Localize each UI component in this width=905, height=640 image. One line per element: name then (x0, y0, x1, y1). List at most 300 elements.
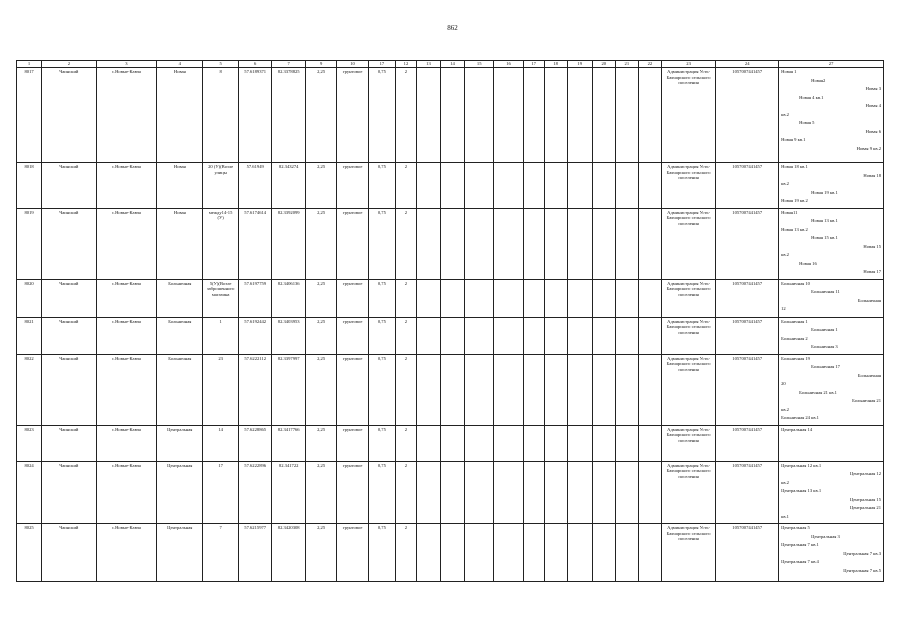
cell-empty (592, 68, 615, 163)
column-number-cell: 14 (440, 61, 464, 68)
cell-id: 8019 (17, 208, 42, 279)
table-row (17, 163, 884, 209)
cell-empty (544, 208, 567, 279)
address-entry: Новая 9 кв.2 (856, 145, 881, 151)
cell-empty (416, 279, 440, 317)
cell-village: с.Новые-Кавча (96, 317, 157, 354)
cell-empty (440, 524, 464, 582)
cell-addresses (779, 317, 884, 354)
cell-empty (638, 524, 661, 582)
cell-area: 2,25 (305, 279, 336, 317)
cell-empty (615, 208, 638, 279)
cell-count: 2 (395, 524, 416, 582)
column-number-cell: 3 (96, 61, 157, 68)
address-entry: Центральная 7 кв.3 (843, 550, 881, 556)
cell-village: с.Новые-Кавча (96, 354, 157, 425)
register-body (17, 61, 884, 582)
cell-empty (523, 354, 544, 425)
cell-empty (416, 208, 440, 279)
cell-empty (615, 524, 638, 582)
cell-empty (638, 208, 661, 279)
cell-empty (567, 461, 592, 524)
cell-admin: Администрация Усть-Бакчарского сельского поселения (661, 317, 715, 354)
cell-street: Центральная (157, 524, 203, 582)
cell-area: 2,25 (305, 208, 336, 279)
address-entry: Новая 1 (781, 69, 797, 74)
cell-village: с.Новые-Кавча (96, 425, 157, 461)
cell-empty (465, 208, 494, 279)
cell-village: с.Новые-Кавча (96, 279, 157, 317)
cell-addresses (779, 524, 884, 582)
cell-vol: 0,75 (368, 208, 395, 279)
cell-area: 2,25 (305, 317, 336, 354)
cell-district: Чаинский (42, 208, 96, 279)
cell-street: Новая (157, 208, 203, 279)
cell-ogrn: 1057007441457 (716, 425, 779, 461)
address-entry: Больничная 17 (811, 364, 840, 369)
address-entry: Новая 5 (799, 120, 815, 125)
cell-lon: 82.3403953 (272, 317, 306, 354)
cell-ogrn: 1057007441457 (716, 279, 779, 317)
address-entry: Больничная 2 (781, 335, 808, 341)
cell-empty (523, 317, 544, 354)
cell-empty (567, 425, 592, 461)
cell-vol: 0,75 (368, 279, 395, 317)
cell-empty (523, 163, 544, 209)
cell-addresses (779, 461, 884, 524)
cell-lat: 57.6189371 (238, 68, 272, 163)
cell-count: 2 (395, 163, 416, 209)
column-number-cell: 24 (716, 61, 779, 68)
cell-lon: 82.3417766 (272, 425, 306, 461)
cell-empty (592, 279, 615, 317)
address-entry: Центральная 3 (811, 533, 840, 539)
page-number: 862 (447, 24, 458, 32)
cell-empty (638, 317, 661, 354)
cell-admin: Администрация Усть-Бакчарского сельского поселения (661, 354, 715, 425)
cell-village: с.Новые-Кавча (96, 208, 157, 279)
address-entry: Новая 9 кв.1 (781, 137, 806, 142)
cell-empty (416, 317, 440, 354)
cell-addresses (779, 279, 884, 317)
address-entry: Центральная 12 кв.1 (781, 462, 822, 468)
cell-empty (465, 68, 494, 163)
cell-district: Чаинский (42, 68, 96, 163)
cell-empty (567, 354, 592, 425)
cell-empty (544, 279, 567, 317)
cell-empty (440, 425, 464, 461)
cell-id: 8017 (17, 68, 42, 163)
cell-type: грунтовое (337, 68, 368, 163)
address-entry: Новая 4 (865, 103, 881, 108)
cell-street: Новая (157, 68, 203, 163)
cell-empty (544, 461, 567, 524)
cell-district: Чаинский (42, 163, 96, 209)
cell-house: 17 (203, 461, 239, 524)
address-entry: Больничная 11 (811, 289, 840, 294)
cell-empty (416, 68, 440, 163)
cell-empty (544, 163, 567, 209)
address-entry: Центральная 14 (781, 426, 813, 432)
address-entry: Больничная 19 (781, 355, 810, 361)
column-number-cell: 17 (368, 61, 395, 68)
cell-ogrn: 1057007441457 (716, 317, 779, 354)
cell-empty (465, 524, 494, 582)
cell-lat: 57.6222112 (238, 354, 272, 425)
address-entry: Новая 4 кв.1 (799, 94, 824, 100)
cell-street: Больничная (157, 354, 203, 425)
address-entry: Больничная 21 (852, 398, 881, 403)
address-entry: Новая 13 кв.1 (811, 218, 838, 223)
cell-empty (416, 461, 440, 524)
address-entry: Больничная (857, 372, 881, 378)
cell-empty (567, 317, 592, 354)
column-number-cell: 10 (337, 61, 368, 68)
cell-empty (638, 279, 661, 317)
cell-empty (494, 461, 523, 524)
cell-empty (544, 425, 567, 461)
address-entry: Больничная 24 кв.1 (781, 415, 819, 420)
cell-empty (494, 208, 523, 279)
cell-empty (615, 317, 638, 354)
cell-street: Больничная (157, 317, 203, 354)
column-number-cell: 23 (661, 61, 715, 68)
cell-admin: Администрация Усть-Бакчарского сельского поселения (661, 279, 715, 317)
address-entry: кв.2 (781, 111, 789, 117)
cell-empty (416, 354, 440, 425)
cell-area: 2,25 (305, 354, 336, 425)
cell-house: 1 (203, 317, 239, 354)
cell-empty (592, 425, 615, 461)
cell-empty (544, 317, 567, 354)
cell-empty (465, 354, 494, 425)
address-entry: Новая 18 кв.1 (781, 164, 808, 169)
cell-admin: Администрация Усть-Бакчарского сельского поселения (661, 208, 715, 279)
cell-village: с.Новые-Кавча (96, 461, 157, 524)
column-number-cell: 9 (305, 61, 336, 68)
cell-admin: Администрация Усть-Бакчарского сельского поселения (661, 524, 715, 582)
address-entry: кв.2 (781, 479, 789, 485)
address-entry: Новая 13 кв.2 (781, 226, 808, 232)
cell-empty (592, 524, 615, 582)
cell-empty (494, 354, 523, 425)
cell-empty (465, 317, 494, 354)
address-entry: Больничная 1 (781, 318, 808, 324)
table-row (17, 68, 884, 163)
cell-street: Новая (157, 163, 203, 209)
column-number-cell: 2 (42, 61, 96, 68)
address-entry: 12 (781, 306, 786, 311)
cell-empty (465, 461, 494, 524)
column-number-cell: 13 (416, 61, 440, 68)
column-number-cell: 18 (544, 61, 567, 68)
cell-id: 8023 (17, 425, 42, 461)
cell-empty (567, 68, 592, 163)
address-entry: Новая 16 (799, 260, 817, 266)
cell-village: с.Новые-Кавча (96, 163, 157, 209)
cell-id: 8020 (17, 279, 42, 317)
cell-count: 2 (395, 208, 416, 279)
cell-count: 2 (395, 354, 416, 425)
cell-empty (523, 208, 544, 279)
cell-type: грунтовое (337, 354, 368, 425)
address-entry: кв.2 (781, 406, 789, 412)
cell-type: грунтовое (337, 317, 368, 354)
address-entry: Новая 3 (865, 86, 881, 91)
cell-empty (638, 425, 661, 461)
cell-lat: 57.6228865 (238, 425, 272, 461)
address-entry: кв.2 (781, 252, 789, 257)
cell-addresses (779, 425, 884, 461)
cell-empty (615, 461, 638, 524)
cell-house: 20 (У)(Возле улицы (203, 163, 239, 209)
address-entry: Центральная 5 (781, 525, 810, 530)
cell-lon: 82.3420308 (272, 524, 306, 582)
cell-empty (523, 461, 544, 524)
cell-empty (523, 68, 544, 163)
column-number-cell: 4 (157, 61, 203, 68)
cell-vol: 0,75 (368, 68, 395, 163)
cell-empty (592, 208, 615, 279)
cell-vol: 0,75 (368, 425, 395, 461)
cell-empty (440, 461, 464, 524)
cell-empty (416, 524, 440, 582)
cell-count: 2 (395, 317, 416, 354)
address-entry: Новая 6 (865, 128, 881, 134)
cell-lon: 82.341722 (272, 461, 306, 524)
address-entry: Больничная 1 (811, 327, 838, 332)
cell-lon: 82.343274 (272, 163, 306, 209)
address-entry: Больничная (857, 297, 881, 303)
cell-street: Больничная (157, 279, 203, 317)
cell-empty (440, 354, 464, 425)
table-row (17, 208, 884, 279)
cell-empty (544, 524, 567, 582)
cell-district: Чаинский (42, 524, 96, 582)
cell-empty (465, 425, 494, 461)
table-row (17, 354, 884, 425)
column-number-cell: 27 (779, 61, 884, 68)
cell-house: 14 (203, 425, 239, 461)
cell-district: Чаинский (42, 425, 96, 461)
cell-addresses (779, 208, 884, 279)
column-number-cell: 17 (523, 61, 544, 68)
cell-empty (440, 208, 464, 279)
cell-empty (615, 279, 638, 317)
cell-type: грунтовое (337, 279, 368, 317)
address-entry: Новая 18 (863, 172, 881, 178)
cell-empty (615, 163, 638, 209)
cell-lon: 82.3392099 (272, 208, 306, 279)
cell-ogrn: 1057007441457 (716, 208, 779, 279)
table-row (17, 524, 884, 582)
cell-area: 2,25 (305, 163, 336, 209)
cell-admin: Администрация Усть-Бакчарского сельского поселения (661, 163, 715, 209)
cell-type: грунтовое (337, 461, 368, 524)
column-number-cell: 21 (615, 61, 638, 68)
cell-house: 5(У)(Возле заброшенного магазина (203, 279, 239, 317)
address-entry: кв.2 (781, 181, 789, 186)
cell-village: с.Новые-Кавча (96, 524, 157, 582)
column-number-row (17, 61, 884, 68)
cell-id: 8018 (17, 163, 42, 209)
cell-house: 7 (203, 524, 239, 582)
address-entry: Новая 15 (863, 243, 881, 249)
cell-lat: 57.6215977 (238, 524, 272, 582)
cell-empty (523, 279, 544, 317)
cell-area: 2,25 (305, 524, 336, 582)
cell-house: 8 (203, 68, 239, 163)
cell-addresses (779, 354, 884, 425)
register-table (16, 60, 884, 582)
cell-addresses (779, 163, 884, 209)
cell-lat: 57.6197759 (238, 279, 272, 317)
address-entry: Центральная 13 кв.1 (781, 488, 822, 493)
cell-count: 2 (395, 68, 416, 163)
cell-empty (615, 425, 638, 461)
table-row (17, 279, 884, 317)
cell-count: 2 (395, 461, 416, 524)
cell-vol: 0,75 (368, 163, 395, 209)
cell-district: Чаинский (42, 279, 96, 317)
column-number-cell: 19 (567, 61, 592, 68)
column-number-cell: 22 (638, 61, 661, 68)
cell-vol: 0,75 (368, 524, 395, 582)
cell-type: грунтовое (337, 425, 368, 461)
address-entry: Центральная 12 (850, 471, 881, 476)
address-entry: Новая 15 кв.1 (811, 235, 838, 240)
cell-empty (494, 279, 523, 317)
cell-district: Чаинский (42, 317, 96, 354)
cell-empty (440, 163, 464, 209)
cell-count: 2 (395, 425, 416, 461)
address-entry: кв.1 (781, 513, 789, 519)
cell-empty (416, 163, 440, 209)
cell-ogrn: 1057007441457 (716, 354, 779, 425)
cell-empty (567, 279, 592, 317)
column-number-cell: 15 (465, 61, 494, 68)
address-entry: Центральная 15 (850, 496, 881, 502)
cell-empty (416, 425, 440, 461)
cell-lon: 82.3406136 (272, 279, 306, 317)
column-number-cell: 20 (592, 61, 615, 68)
cell-empty (494, 524, 523, 582)
address-entry: Новая 17 (863, 269, 881, 274)
cell-count: 2 (395, 279, 416, 317)
address-entry: Новая 19 кв.1 (811, 189, 838, 195)
column-number-cell: 7 (272, 61, 306, 68)
cell-empty (523, 425, 544, 461)
address-entry: 20 (781, 381, 786, 386)
cell-lon: 82.3397997 (272, 354, 306, 425)
address-entry: Центральная 7 кв.4 (781, 559, 819, 564)
address-entry: Центральная 7 кв.1 (781, 542, 819, 547)
cell-vol: 0,75 (368, 317, 395, 354)
cell-empty (494, 425, 523, 461)
cell-empty (615, 68, 638, 163)
address-entry: Новая 19 кв.2 (781, 198, 808, 203)
cell-empty (494, 68, 523, 163)
cell-area: 2,25 (305, 425, 336, 461)
cell-admin: Администрация Усть-Бакчарского сельского поселения (661, 461, 715, 524)
cell-empty (440, 68, 464, 163)
column-number-cell: 16 (494, 61, 523, 68)
cell-ogrn: 1057007441457 (716, 461, 779, 524)
cell-vol: 0,75 (368, 354, 395, 425)
table-row (17, 461, 884, 524)
cell-ogrn: 1057007441457 (716, 68, 779, 163)
cell-empty (638, 163, 661, 209)
cell-empty (592, 163, 615, 209)
column-number-cell: 1 (17, 61, 42, 68)
cell-street: Центральная (157, 425, 203, 461)
table-row (17, 317, 884, 354)
cell-empty (592, 354, 615, 425)
cell-id: 8024 (17, 461, 42, 524)
cell-empty (592, 461, 615, 524)
address-entry: Больничная 3 (811, 344, 838, 349)
cell-empty (592, 317, 615, 354)
cell-id: 8022 (17, 354, 42, 425)
cell-street: Центральная (157, 461, 203, 524)
cell-empty (567, 524, 592, 582)
cell-village: с.Новые-Кавча (96, 68, 157, 163)
cell-area: 2,25 (305, 68, 336, 163)
cell-id: 8025 (17, 524, 42, 582)
cell-empty (465, 279, 494, 317)
cell-lat: 57.6174614 (238, 208, 272, 279)
cell-lon: 82.3378825 (272, 68, 306, 163)
cell-lat: 57.6222896 (238, 461, 272, 524)
cell-lat: 57.6192442 (238, 317, 272, 354)
cell-empty (494, 317, 523, 354)
address-entry: Центральная 7 кв.5 (843, 567, 881, 573)
cell-empty (544, 354, 567, 425)
cell-type: грунтовое (337, 163, 368, 209)
cell-house: 23 (203, 354, 239, 425)
address-entry: Больничная 10 (781, 280, 810, 286)
cell-admin: Администрация Усть-Бакчарского сельского поселения (661, 425, 715, 461)
cell-house: между14-15 (У) (203, 208, 239, 279)
cell-addresses (779, 68, 884, 163)
cell-lat: 57.61949 (238, 163, 272, 209)
address-entry: Центральная 21 (850, 505, 881, 510)
cell-empty (440, 317, 464, 354)
cell-empty (638, 68, 661, 163)
cell-empty (494, 163, 523, 209)
cell-ogrn: 1057007441457 (716, 524, 779, 582)
cell-vol: 0,75 (368, 461, 395, 524)
cell-district: Чаинский (42, 354, 96, 425)
cell-type: грунтовое (337, 208, 368, 279)
column-number-cell: 6 (238, 61, 272, 68)
cell-empty (567, 208, 592, 279)
cell-empty (567, 163, 592, 209)
address-entry: Новая11 (781, 209, 798, 215)
cell-empty (615, 354, 638, 425)
address-entry: Новая2 (811, 77, 826, 83)
cell-empty (440, 279, 464, 317)
cell-admin: Администрация Усть-Бакчарского сельского поселения (661, 68, 715, 163)
cell-id: 8021 (17, 317, 42, 354)
cell-ogrn: 1057007441457 (716, 163, 779, 209)
cell-empty (523, 524, 544, 582)
cell-empty (544, 68, 567, 163)
column-number-cell: 12 (395, 61, 416, 68)
cell-type: грунтовое (337, 524, 368, 582)
cell-district: Чаинский (42, 461, 96, 524)
cell-empty (638, 354, 661, 425)
